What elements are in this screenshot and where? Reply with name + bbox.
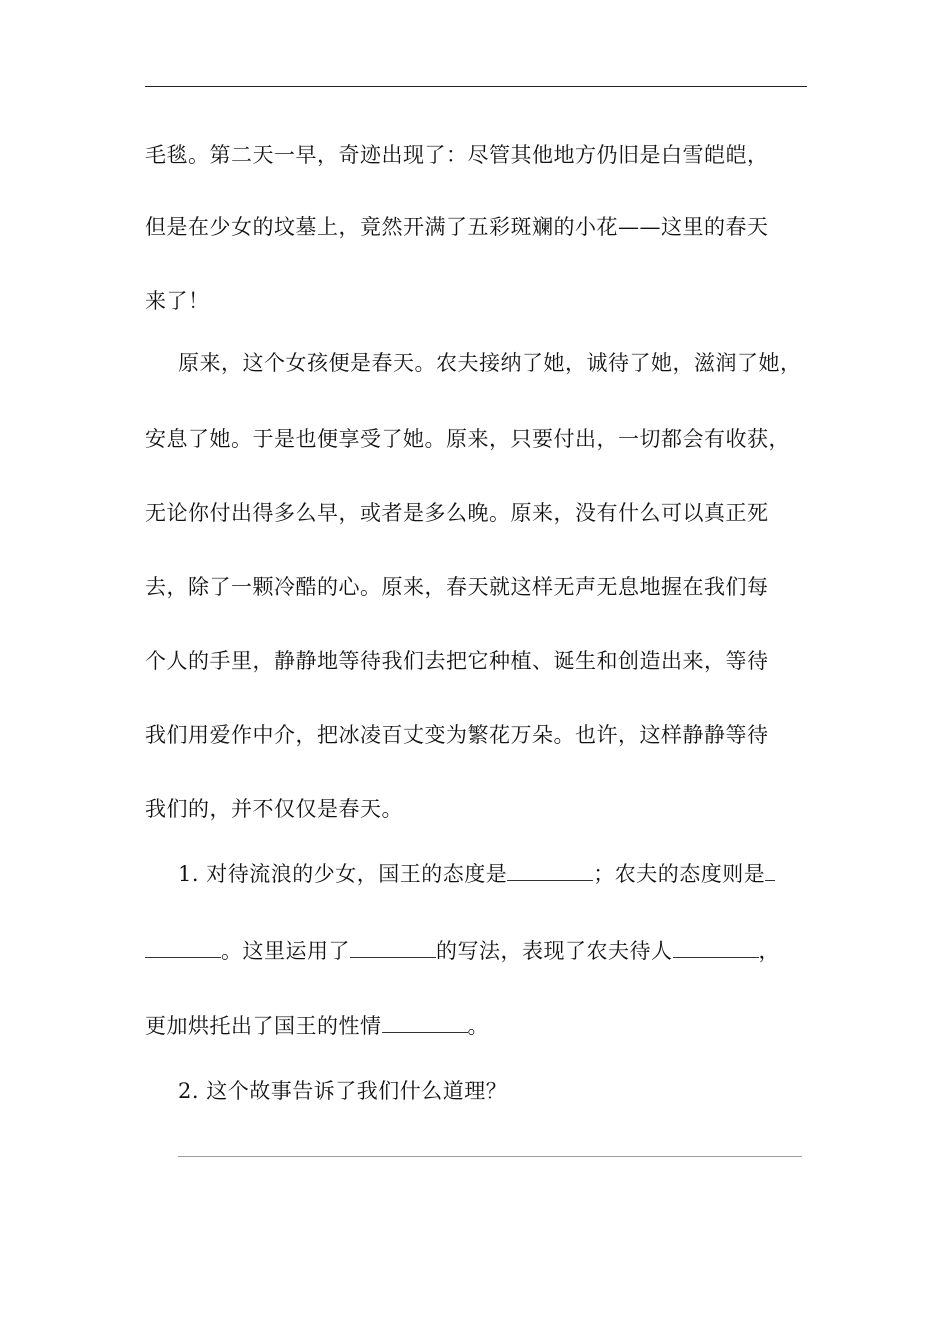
text-line: 无论你付出得多么早，或者是多么晚。原来，没有什么可以真正死 — [145, 501, 769, 525]
question-text: 。这里运用了 — [221, 939, 350, 963]
question-number: 1. — [178, 862, 200, 886]
question-text: 。 — [467, 1014, 489, 1038]
answer-blank-technique[interactable] — [350, 939, 436, 958]
text-line: 去，除了一颗冷酷的心。原来，春天就这样无声无息地握在我们每 — [145, 575, 769, 599]
header-rule — [145, 86, 807, 87]
text-line: 毛毯。第二天一早，奇迹出现了：尽管其他地方仍旧是白雪皑皑， — [145, 143, 769, 167]
text-line: 原来，这个女孩便是春天。农夫接纳了她，诚待了她，滋润了她， — [178, 351, 802, 375]
question-number: 2. — [178, 1079, 200, 1103]
answer-line[interactable] — [178, 1156, 802, 1157]
question-text: 更加烘托出了国王的性情 — [145, 1014, 382, 1038]
question-text: 的写法，表现了农夫待人 — [436, 939, 673, 963]
text-line: 安息了她。于是也便享受了她。原来，只要付出，一切都会有收获， — [145, 427, 790, 451]
question-text: ；农夫的态度则是 — [593, 862, 766, 886]
text-line: 个人的手里，静静地等待我们去把它种植、诞生和创造出来，等待 — [145, 649, 769, 673]
question-line — [145, 937, 780, 965]
question-line — [145, 1012, 489, 1040]
question-line — [178, 860, 775, 888]
text-line: 来了！ — [145, 289, 210, 313]
text-line: 但是在少女的坟墓上，竟然开满了五彩斑斓的小花——这里的春天 — [145, 215, 769, 239]
answer-blank-king-attitude[interactable] — [507, 862, 593, 881]
answer-blank-farmer-attitude-start[interactable] — [765, 862, 775, 881]
question-text: 对待流浪的少女，国王的态度是 — [206, 862, 508, 886]
text-line: 我们用爱作中介，把冰凌百丈变为繁花万朵。也许，这样静静等待 — [145, 723, 769, 747]
question-line — [178, 1077, 507, 1105]
answer-blank-farmer-attitude[interactable] — [145, 939, 221, 958]
answer-blank-king-temperament[interactable] — [382, 1014, 468, 1033]
question-text: 这个故事告诉了我们什么道理？ — [206, 1079, 508, 1103]
question-text: ， — [758, 939, 780, 963]
answer-blank-farmer-manner[interactable] — [673, 939, 759, 958]
text-line: 我们的，并不仅仅是春天。 — [145, 797, 403, 821]
